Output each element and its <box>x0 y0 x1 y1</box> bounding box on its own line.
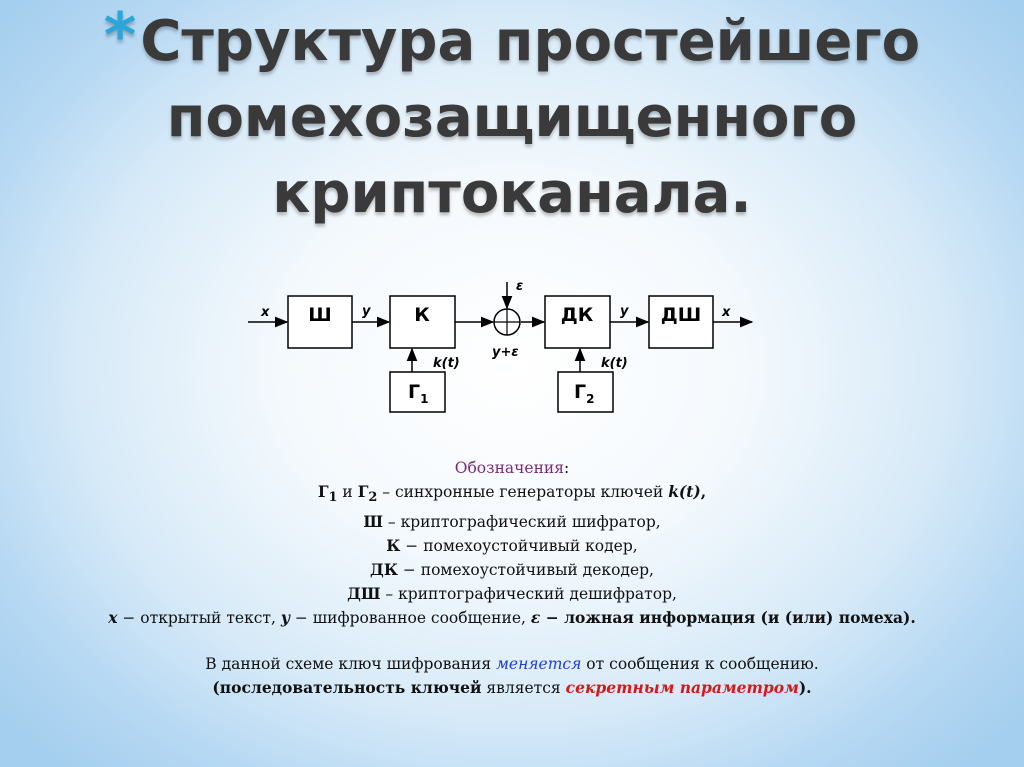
legend-xy-line: x − открытый текст, y − шифрованное сообщение, ε − ложная информация (и (или) помеха). <box>108 608 916 628</box>
note-highlight-secret: секретным параметром <box>565 678 799 698</box>
signal-y1: y <box>362 304 371 319</box>
note-line-2: (последовательность ключей является секретным параметром). <box>212 678 812 698</box>
legend-k-line: К − помехоустойчивый кодер, <box>386 536 638 556</box>
signal-y-plus-eps: y+ε <box>492 345 519 360</box>
signal-k1: k(t) <box>433 356 460 371</box>
title-line-1: *Структура простейшего <box>103 0 921 74</box>
block-g2-label: $Г_2$ <box>574 381 595 406</box>
legend-header: Обозначения <box>454 459 565 477</box>
note-highlight-changes: меняется <box>496 655 582 674</box>
signal-x-out: x <box>722 305 731 320</box>
block-dk-label: ДК <box>560 304 594 326</box>
signal-y2: y <box>620 304 629 319</box>
block-g1-label: $Г_1$ <box>408 381 429 406</box>
bullet-asterisk-icon: * <box>103 0 137 72</box>
signal-eps: ε <box>516 279 524 294</box>
title-line-2: помехозащищенного <box>166 85 858 150</box>
legend-dk-line: ДК − помехоустойчивый декодер, <box>370 560 654 580</box>
title-line-3: криптоканала. <box>272 161 752 226</box>
legend-sh-line: Ш – криптографический шифратор, <box>363 512 661 532</box>
block-dsh-label: ДШ <box>660 304 702 326</box>
note-line-1: В данной схеме ключ шифрования меняется от сообщения к сообщению. <box>205 655 819 674</box>
signal-k2: k(t) <box>601 356 628 371</box>
legend-dsh-line: ДШ – криптографический дешифратор, <box>347 584 677 604</box>
block-k-label: К <box>414 304 430 326</box>
legend-header-line: Обозначения: <box>454 459 570 477</box>
legend <box>60 456 964 700</box>
block-sh-label: Ш <box>308 304 332 326</box>
signal-x-in: x <box>261 305 270 320</box>
legend-g-line: $Г_1$ и $Г_2$ – синхронные генераторы ключей k(t), <box>317 482 707 506</box>
